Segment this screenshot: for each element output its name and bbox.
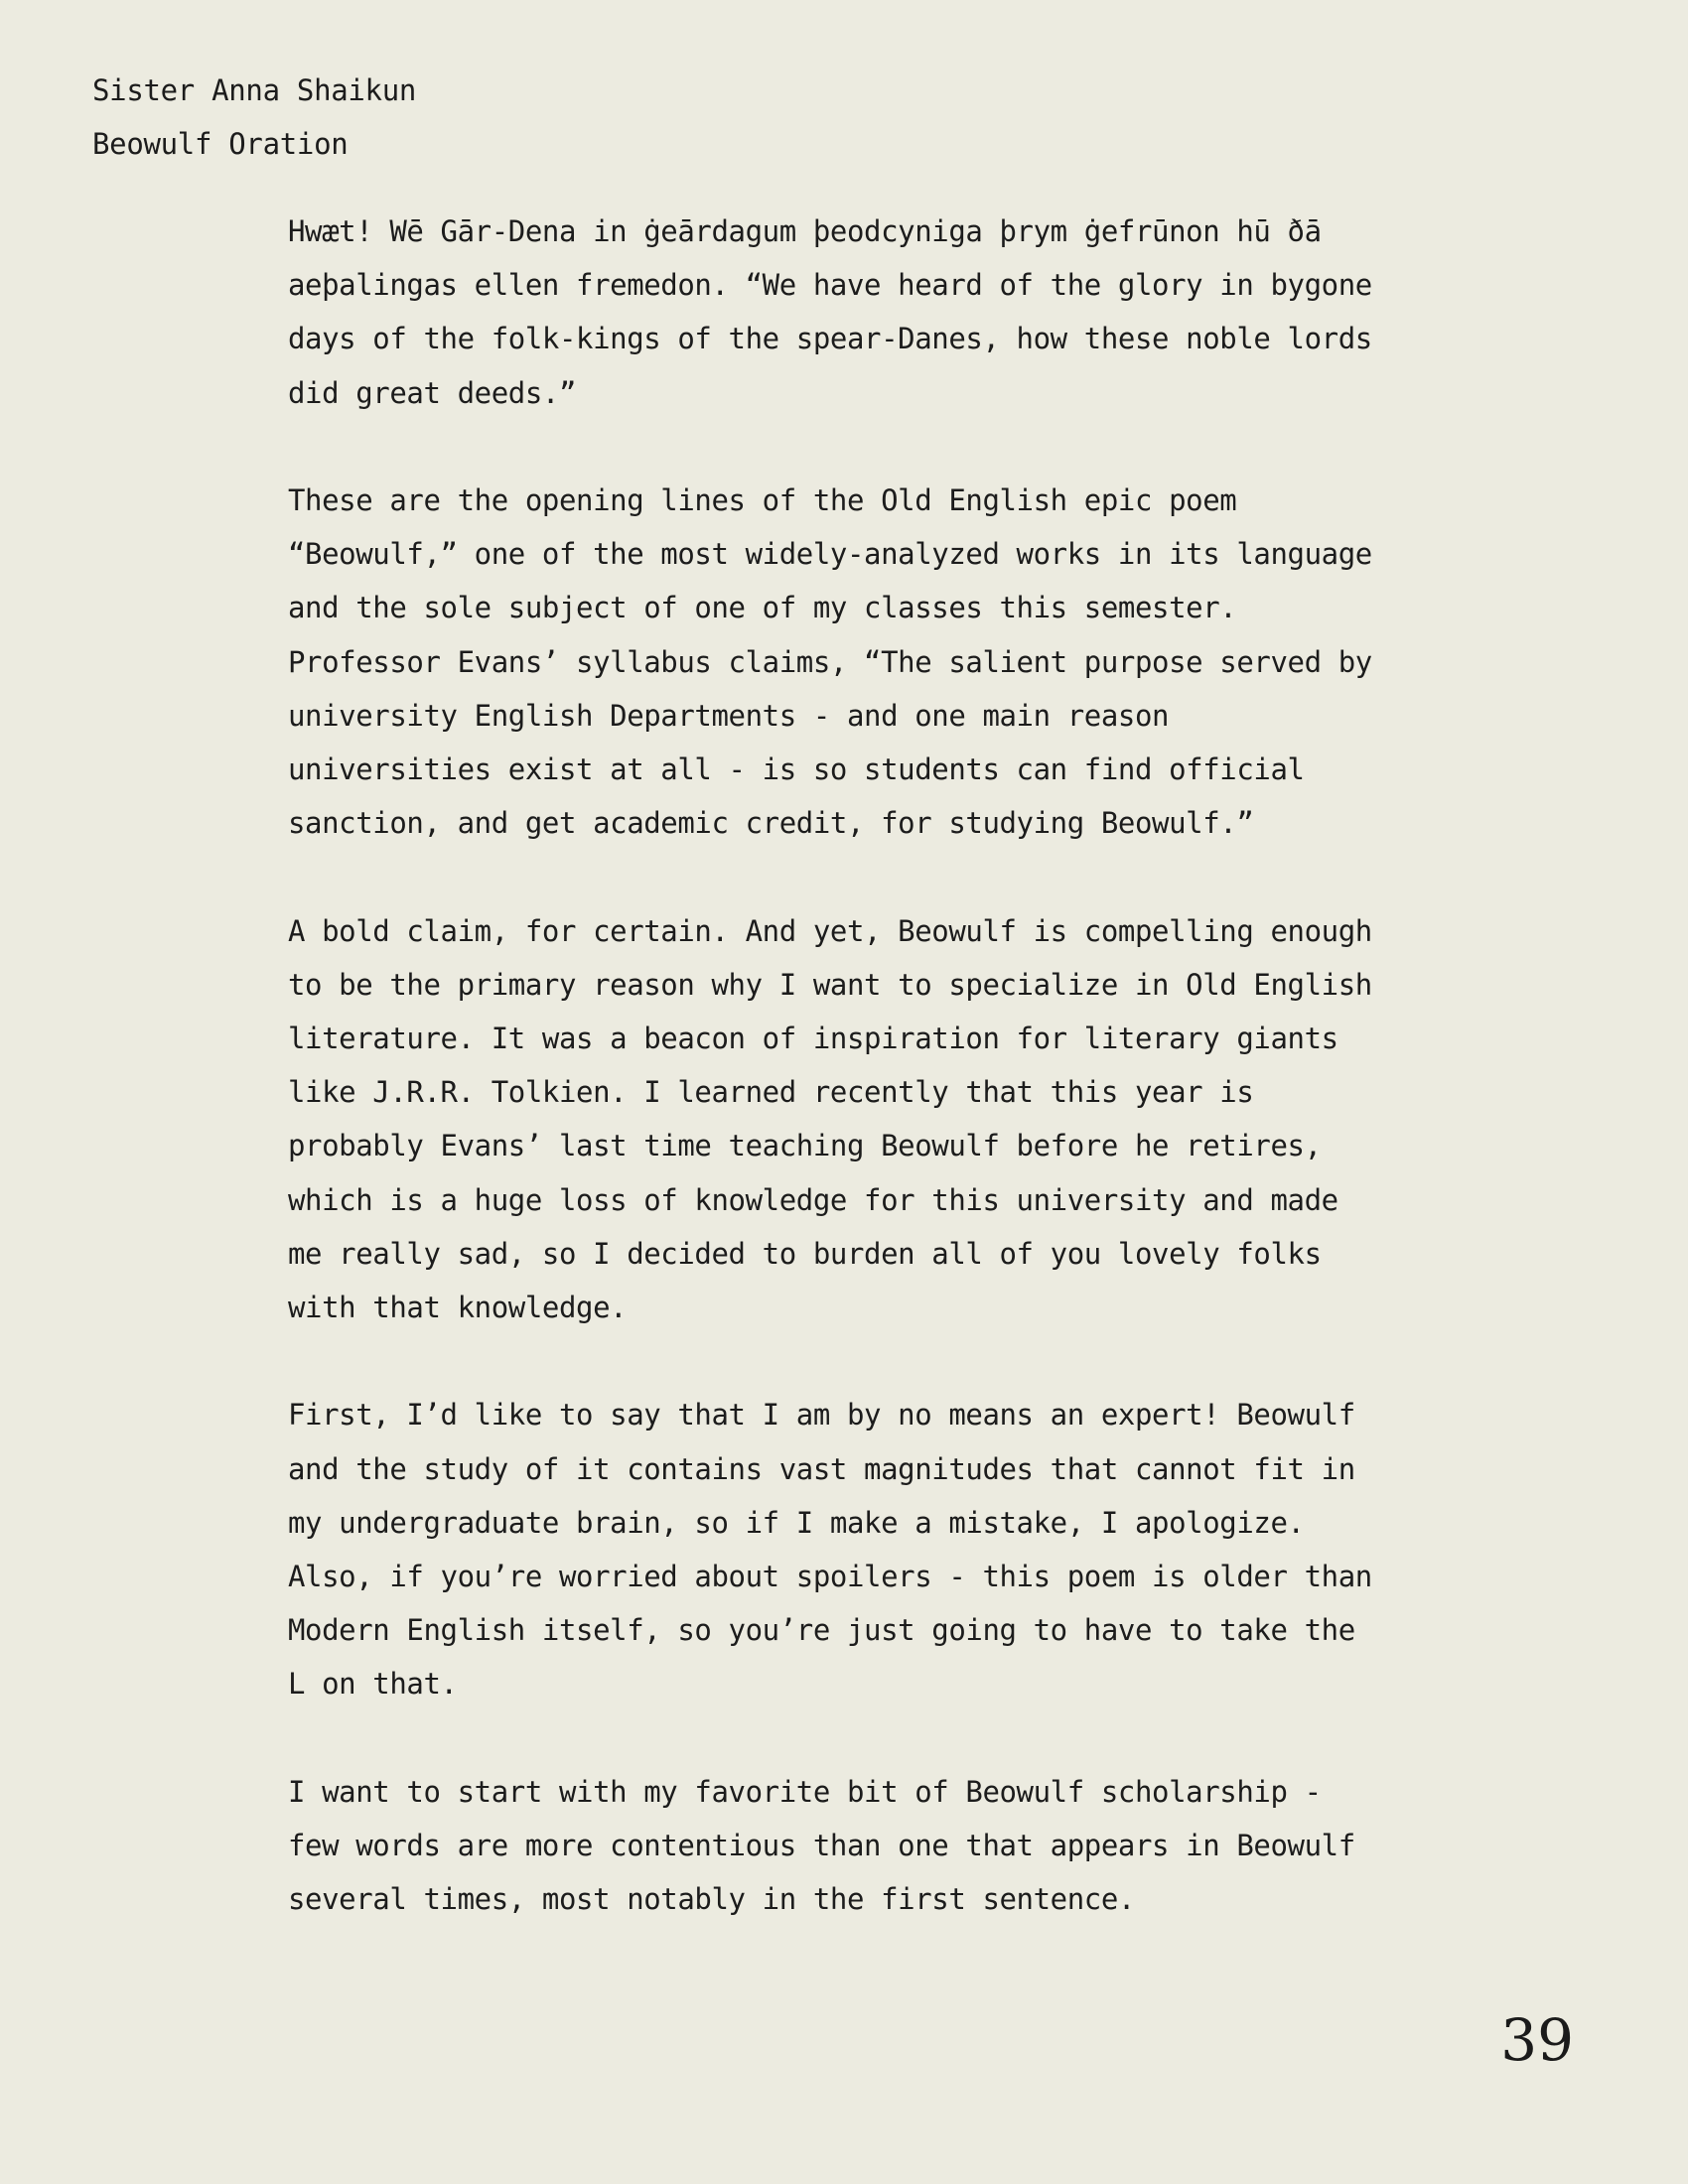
text-line: which is a huge loss of knowledge for this university and made (288, 1182, 1338, 1217)
text-line: with that knowledge. (288, 1291, 628, 1325)
text-line: A bold claim, for certain. And yet, Beowulf is compelling enough (288, 913, 1372, 948)
text-line: and the sole subject of one of my classes this semester. (288, 591, 1237, 625)
paragraph-opening-lines (288, 474, 1400, 850)
paragraph-scholarship (288, 1765, 1400, 1927)
text-line: First, I’d like to say that I am by no means an expert! Beowulf (288, 1398, 1355, 1433)
text-line: These are the opening lines of the Old English epic poem (288, 483, 1237, 517)
text-line: my undergraduate brain, so if I make a mistake, I apologize. (288, 1505, 1305, 1540)
text-line: sanction, and get academic credit, for studying Beowulf.” (288, 806, 1254, 841)
text-line: Hwæt! Wē Gār-Dena in ġeārdagum þeodcyniga þrym ġefrūnon hū ðā (288, 214, 1322, 248)
oration-body (288, 205, 1400, 1980)
page-number: 39 (1500, 2006, 1574, 2074)
text-line: universities exist at all - is so students can find official (288, 752, 1305, 787)
text-line: few words are more contentious than one that appears in Beowulf (288, 1829, 1355, 1863)
paragraph-disclaimer (288, 1388, 1400, 1710)
paragraph-old-english-quote (288, 205, 1400, 420)
text-line: aeþalingas ellen fremedon. “We have heard of the glory in bygone (288, 268, 1372, 303)
text-line: I want to start with my favorite bit of Beowulf scholarship - (288, 1774, 1322, 1809)
text-line: and the study of it contains vast magnitudes that cannot fit in (288, 1451, 1355, 1486)
text-line: Professor Evans’ syllabus claims, “The salient purpose served by (288, 644, 1372, 679)
author-name: Sister Anna Shaikun (92, 73, 417, 107)
text-line: me really sad, so I decided to burden all of you lovely folks (288, 1236, 1322, 1271)
text-line: probably Evans’ last time teaching Beowulf before he retires, (288, 1129, 1322, 1163)
text-line: L on that. (288, 1667, 458, 1702)
paragraph-bold-claim (288, 904, 1400, 1335)
text-line: university English Departments - and one main reason (288, 698, 1170, 733)
text-line: like J.R.R. Tolkien. I learned recently that this year is (288, 1075, 1254, 1110)
text-line: several times, most notably in the first sentence. (288, 1882, 1135, 1917)
text-line: literature. It was a beacon of inspiration for literary giants (288, 1022, 1338, 1056)
text-line: Also, if you’re worried about spoilers - this poem is older than (288, 1560, 1372, 1594)
text-line: days of the folk-kings of the spear-Danes, how these noble lords (288, 322, 1372, 356)
text-line: “Beowulf,” one of the most widely-analyzed works in its language (288, 537, 1372, 572)
text-line: Modern English itself, so you’re just going to have to take the (288, 1613, 1355, 1648)
text-line: to be the primary reason why I want to specialize in Old English (288, 967, 1372, 1002)
document-title: Beowulf Oration (92, 127, 349, 161)
document-header (92, 64, 416, 171)
text-line: did great deeds.” (288, 375, 577, 410)
